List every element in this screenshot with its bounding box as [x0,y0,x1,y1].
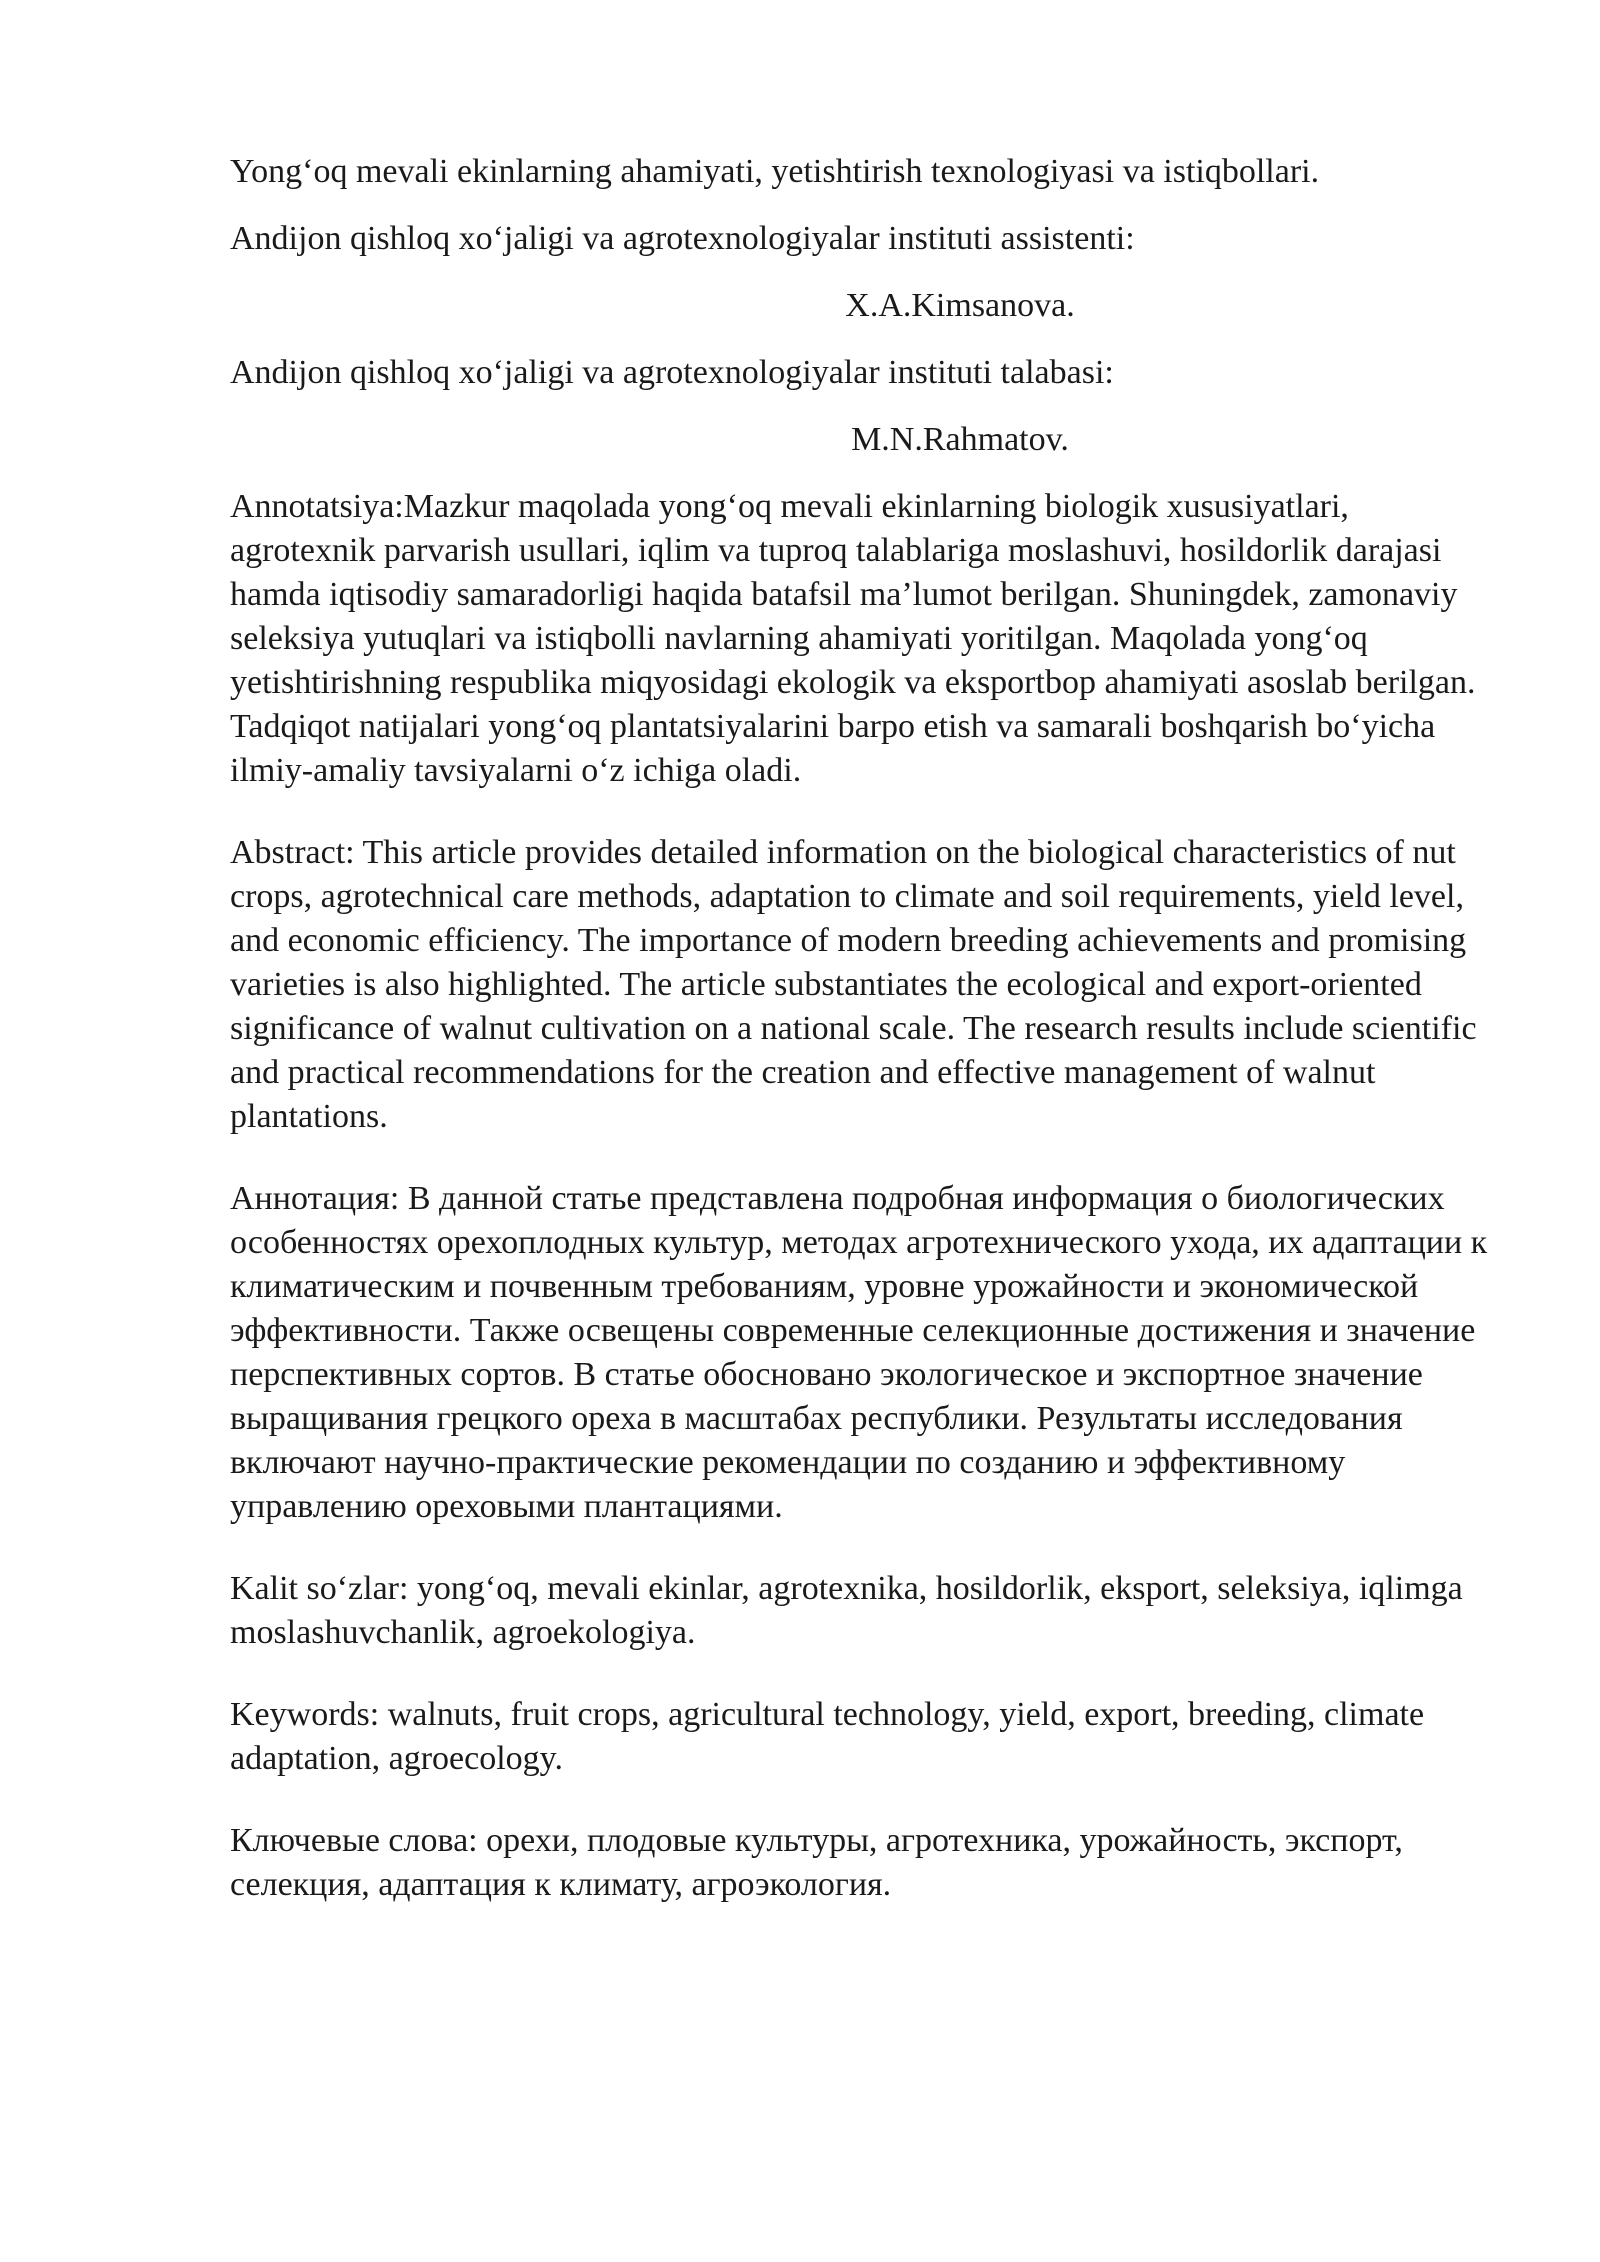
abstract-english: Abstract: This article provides detailed information on the biological characteristics of nut crops, agrotechnical care methods, adaptation to climate and soil requirements, yield level, and economic efficiency. The importance of modern breeding achievements and promising varieties is also highlighted. The article substantiates the ecological and export-oriented significance of walnut cultivation on a national scale. The research results include scientific and practical recommendations for the creation and effective management of walnut plantations. [230,834,1477,1135]
paper-page [230,150,1490,1945]
author-name-1: X.A.Kimsanova. [845,287,1075,324]
author-affiliation-1: Andijon qishloq xo‘jaligi va agrotexnologiyalar instituti assistenti: [230,220,1135,257]
keywords-uzbek: Kalit so‘zlar: yong‘oq, mevali ekinlar, agrotexnika, hosildorlik, eksport, seleksiya, iqlimga moslashuvchanlik, agroekologiya. [230,1570,1463,1651]
annotation-uzbek: Annotatsiya:Mazkur maqolada yong‘oq mevali ekinlarning biologik xususiyatlari, agrotexnik parvarish usullari, iqlim va tuproq talablariga moslashuvi, hosildorlik darajasi hamda iqtisodiy samaradorligi haqida batafsil ma’lumot berilgan. Shuningdek, zamonaviy seleksiya yutuqlari va istiqbolli navlarning ahamiyati yoritilgan. Maqolada yong‘oq yetishtirishning respublika miqyosidagi ekologik va eksportbop ahamiyati asoslab berilgan. Tadqiqot natijalari yong‘oq plantatsiyalarini barpo etish va samarali boshqarish bo‘yicha ilmiy-amaliy tavsiyalarni o‘z ichiga oladi. [230,488,1476,789]
annotation-russian: Аннотация: В данной статье представлена подробная информация о биологических особенностях орехоплодных культур, методах агротехнического ухода, их адаптации к климатическим и почвенным требованиям, уровне урожайности и экономической эффективности. Также освещены современные селекционные достижения и значение перспективных сортов. В статье обосновано экологическое и экспортное значение выращивания грецкого ореха в масштабах республики. Результаты исследования включают научно-практические рекомендации по созданию и эффективному управлению ореховыми плантациями. [230,1180,1488,1525]
paper-title: Yong‘oq mevali ekinlarning ahamiyati, yetishtirish texnologiyasi va istiqbollari. [230,153,1320,190]
keywords-english: Keywords: walnuts, fruit crops, agricultural technology, yield, export, breeding, climate adaptation, agroecology. [230,1696,1425,1777]
author-affiliation-2: Andijon qishloq xo‘jaligi va agrotexnologiyalar instituti talabasi: [230,354,1114,391]
author-name-2: M.N.Rahmatov. [851,421,1069,458]
keywords-russian: Ключевые слова: орехи, плодовые культуры, агротехника, урожайность, экспорт, селекция, адаптация к климату, агроэкология. [230,1822,1403,1903]
